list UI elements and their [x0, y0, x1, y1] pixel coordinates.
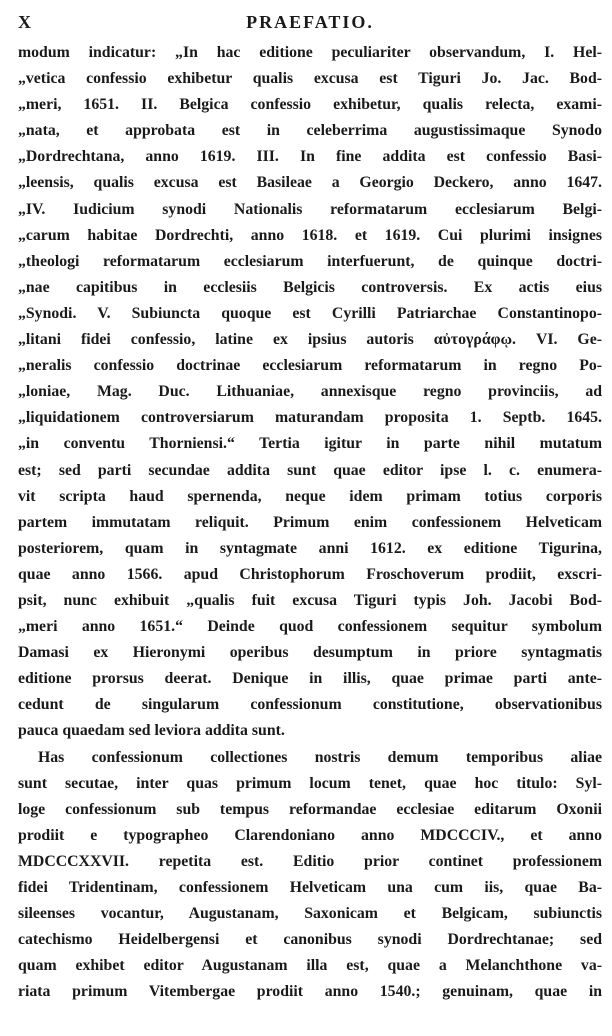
text-line: „theologi reformatarum ecclesiarum interfuerunt, de quinque doctri-: [18, 252, 602, 270]
paragraph: [18, 40, 602, 745]
text-line: „meri anno 1651.“ Deinde quod confessionem sequitur symbolum: [18, 618, 602, 636]
text-line: fidei Tridentinam, confessionem Helveticam una cum iis, quae Ba-: [18, 879, 602, 896]
text-line: cedunt de singularum confessionum constitutione, observationibus: [18, 696, 602, 714]
text-line: psit, nunc exhibuit „qualis fuit excusa Tiguri typis Joh. Jacobi Bod-: [18, 591, 602, 609]
text-line: „nae capitibus in ecclesiis Belgicis controversis. Ex actis eius: [18, 278, 602, 296]
text-line: modum indicatur: „In hac editione peculiariter observandum, I. Hel-: [18, 44, 602, 61]
text-line: „liquidationem controversiarum maturandam proposita 1. Septb. 1645.: [18, 409, 602, 427]
text-line: „Synodi. V. Subiuncta quoque est Cyrilli Patriarchae Constantinopo-: [18, 304, 602, 322]
text-line: „Dordrechtana, anno 1619. III. In fine addita est confessio Basi-: [18, 148, 602, 166]
text-line: „litani fidei confessio, latine ex ipsius autoris αὐτογράφῳ. VI. Ge-: [18, 331, 602, 349]
page-number: X: [18, 12, 32, 32]
text-line: partem immutatam reliquit. Primum enim confessionem Helveticam: [18, 513, 602, 531]
text-line: „loniae, Mag. Duc. Lithuaniae, annexisque regno provinciis, ad: [18, 383, 602, 401]
text-line: „carum habitae Dordrechti, anno 1618. et 1619. Cui plurimi insignes: [18, 226, 602, 244]
text-line: Damasi ex Hieronymi operibus desumptum in priore syntagmatis: [18, 644, 602, 662]
text-line: editione prorsus deerat. Denique in illis, quae primae parti ante-: [18, 670, 602, 688]
text-line: Has confessionum collectiones nostris demum temporibus aliae: [38, 748, 602, 766]
text-line: pauca quaedam sed leviora addita sunt.: [18, 722, 285, 740]
running-title: PRAEFATIO.: [246, 12, 374, 32]
paragraph: [18, 745, 602, 1006]
running-head: [18, 12, 602, 34]
text-line: „vetica confessio exhibetur qualis excusa est Tiguri Jo. Jac. Bod-: [18, 70, 602, 88]
text-line: „in conventu Thorniensi.“ Tertia igitur in parte nihil mutatum: [18, 435, 602, 453]
text-line: „IV. Iudicium synodi Nationalis reformatarum ecclesiarum Belgi-: [18, 200, 602, 218]
text-line: prodiit e typographeo Clarendoniano anno MDCCCIV., et anno: [18, 826, 602, 844]
text-line: riata primum Vitembergae prodiit anno 1540.; genuinam, quae in: [18, 983, 602, 1001]
text-body: [18, 40, 602, 1005]
text-line: catechismo Heidelbergensi et canonibus synodi Dordrechtanae; sed: [18, 931, 602, 949]
text-line: est; sed parti secundae addita sunt quae editor ipse l. c. enumera-: [18, 461, 602, 479]
text-line: vit scripta haud spernenda, neque idem primam totius corporis: [18, 487, 602, 505]
text-line: posteriorem, quam in syntagmate anni 1612. ex editione Tigurina,: [18, 539, 602, 557]
text-line: quae anno 1566. apud Christophorum Froschoverum prodiit, exscri-: [18, 565, 602, 583]
text-line: „neralis confessio doctrinae ecclesiarum reformatarum in regno Po-: [18, 357, 602, 375]
text-line: MDCCCXXVII. repetita est. Editio prior continet professionem: [18, 852, 602, 870]
text-line: loge confessionum sub tempus reformandae ecclesiae editarum Oxonii: [18, 800, 602, 818]
text-line: „leensis, qualis excusa est Basileae a Georgio Deckero, anno 1647.: [18, 174, 602, 192]
text-line: „nata, et approbata est in celeberrima augustissimaque Synodo: [18, 122, 602, 140]
text-line: sileenses vocantur, Augustanam, Saxonicam et Belgicam, subiunctis: [18, 905, 602, 923]
text-line: quam exhibet editor Augustanam illa est, quae a Melanchthone va-: [18, 957, 602, 975]
text-line: sunt secutae, inter quas primum locum tenet, quae hoc titulo: Syl-: [18, 774, 602, 792]
text-line: „meri, 1651. II. Belgica confessio exhibetur, qualis relecta, exami-: [18, 96, 602, 114]
